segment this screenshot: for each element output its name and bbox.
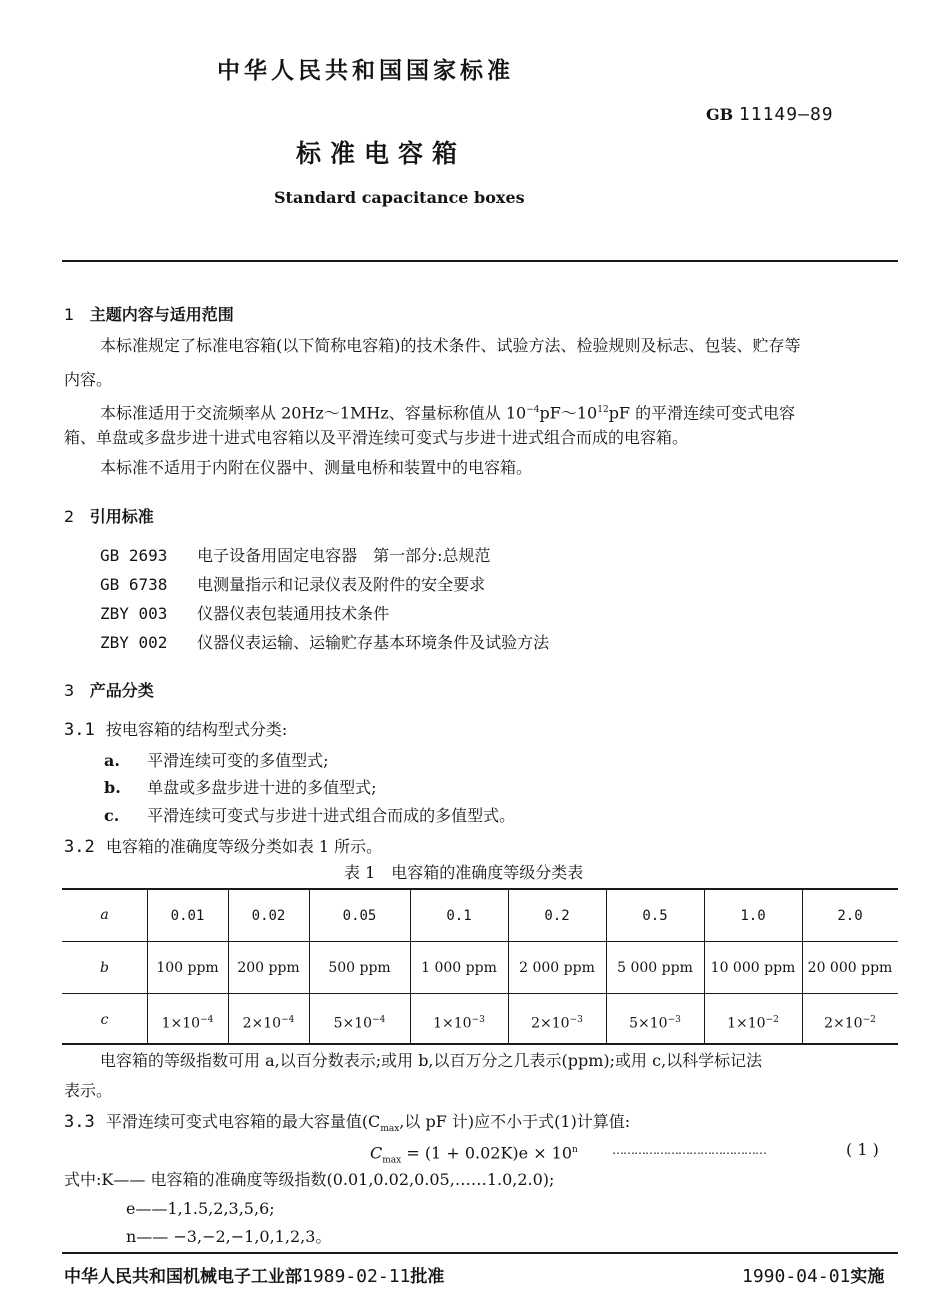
list-item [104,806,515,826]
section-1-title: 主题内容与适用范围 [89,305,234,324]
reference-item [100,575,485,595]
table-row-rule [62,941,898,942]
section-2-title: 引用标准 [89,507,154,526]
reference-name: 电子设备用固定电容器 第一部分:总规范 [197,546,491,565]
reference-item [100,633,549,653]
table-top-rule [62,888,898,890]
class-index-note-line-1: 电容箱的等级指数可用 a,以百分数表示;或用 b,以百万分之几表示(ppm);或用 c,以科学标记法 [100,1051,763,1070]
approval-line [64,1262,444,1287]
table-bottom-rule [62,1043,898,1045]
sci-exponent: −3 [569,1015,583,1025]
table-cell: 1 000 ppm [421,960,497,976]
section-3-title: 产品分类 [89,681,154,700]
clause-3-3-text-b: ,以 pF 计)应不小于式(1)计算值: [399,1112,631,1131]
sci-mantissa: 2×10 [242,1015,282,1032]
scope-text-a: 本标准适用于交流频率从 20Hz～1MHz、容量标称值从 10 [100,403,527,423]
approval-authority: 中华人民共和国机械电子工业部 [64,1267,302,1287]
formula-c: C [370,1143,383,1163]
table-cell [228,1011,309,1033]
list-item [104,778,377,798]
table-cell [802,1011,898,1033]
sci-mantissa: 1×10 [433,1015,472,1032]
table-cell: 0.02 [251,908,286,924]
implementation-suffix: 实施 [850,1267,885,1287]
table-cell: 0.05 [342,908,377,924]
table-cell: 2 000 ppm [519,960,595,976]
sci-exponent: −4 [281,1015,295,1025]
clause-3-1 [64,720,287,740]
table-cell [410,1011,508,1033]
formula-1 [370,1140,578,1171]
standard-code-prefix: GB [706,105,734,124]
reference-name: 电测量指示和记录仪表及附件的安全要求 [197,575,486,594]
table-cell: 10 000 ppm [710,960,796,976]
sci-exponent: −2 [862,1015,876,1025]
standard-code-number: 11149—89 [738,104,834,125]
table-cell: 5 000 ppm [617,960,693,976]
reference-code: GB 6738 [100,575,168,594]
table-cell: 0.2 [544,908,570,924]
section-1-para-1-line-1: 本标准规定了标准电容箱(以下简称电容箱)的技术条件、试验方法、检验规则及标志、包装、贮存等 [100,336,801,355]
table-caption: 表 1 电容箱的准确度等级分类表 [344,863,584,882]
table-cell [508,1011,606,1033]
where-k [64,1170,554,1190]
table-cell: 0.01 [170,908,205,924]
formula-sub: max [382,1155,402,1166]
approval-date: 1989-02-11 [302,1266,411,1287]
list-item-label: b. [104,778,121,797]
table-cell: 0.5 [642,908,668,924]
clause-3-2 [64,837,382,857]
reference-item [100,546,491,566]
section-2-heading [64,504,154,527]
sci-exponent: −3 [471,1015,485,1025]
formula-body: = (1 + 0.02K)e × 10 [401,1143,573,1163]
table-cell: 1.0 [740,908,766,924]
implementation-line [742,1262,884,1287]
sci-mantissa: 5×10 [629,1015,668,1032]
section-1-para-2-line-2: 箱、单盘或多盘步进十进式电容箱以及平滑连续可变式与步进十进式组合而成的电容箱。 [64,428,689,447]
clause-3-2-text: 电容箱的准确度等级分类如表 1 所示。 [105,837,383,856]
header-rule [62,260,898,262]
scope-exp-2: 12 [597,405,609,415]
table-cell [309,1011,410,1033]
where-n: n—— −3,−2,−1,0,1,2,3。 [126,1227,332,1246]
section-1-para-1-line-2: 内容。 [64,370,113,389]
table-cell: 200 ppm [237,960,300,976]
national-standard-title: 中华人民共和国国家标准 [217,58,514,84]
clause-3-1-text: 按电容箱的结构型式分类: [105,720,288,739]
section-3-heading [64,678,154,701]
section-3-number: 3 [64,681,75,700]
reference-item [100,604,389,624]
clause-3-3-number: 3.3 [64,1112,95,1132]
table-cell: 0.1 [446,908,472,924]
clause-3-2-number: 3.2 [64,837,95,857]
sci-mantissa: 2×10 [531,1015,570,1032]
scope-exp-1: −4 [526,405,540,415]
list-item-text: 平滑连续可变式与步进十进式组合而成的多值型式。 [147,806,516,825]
scope-text-b: pF～10 [539,403,598,423]
table-cell [147,1011,228,1033]
reference-code: ZBY 003 [100,604,168,623]
implementation-date: 1990-04-01 [742,1266,851,1287]
list-item [104,751,329,771]
clause-3-3 [64,1112,630,1139]
section-1-para-2-line-1 [100,400,795,423]
table-row-header-a: a [100,907,109,923]
sci-exponent: −4 [200,1015,214,1025]
table-row-header-c: c [100,1012,109,1028]
list-item-text: 单盘或多盘步进十进的多值型式; [147,778,377,797]
scope-text-c: pF 的平滑连续可变式电容 [608,403,796,423]
clause-3-3-sub: max [380,1124,400,1135]
sci-mantissa: 2×10 [824,1015,863,1032]
sci-mantissa: 1×10 [161,1015,201,1032]
formula-dots: …………………………………… [612,1143,766,1157]
table-row-rule [62,993,898,994]
section-1-number: 1 [64,305,75,324]
document-title-cn: 标准电容箱 [296,139,467,168]
class-index-note-line-2: 表示。 [64,1081,113,1100]
section-1-heading [64,302,234,325]
reference-code: ZBY 002 [100,633,168,652]
footer-rule [62,1252,898,1254]
list-item-text: 平滑连续可变的多值型式; [147,751,329,770]
table-cell [704,1011,802,1033]
where-label: 式中: [64,1170,102,1189]
sci-exponent: −2 [765,1015,779,1025]
sci-exponent: −3 [667,1015,681,1025]
where-k-text: K—— 电容箱的准确度等级指数(0.01,0.02,0.05,……1.0,2.0); [101,1170,555,1189]
reference-name: 仪器仪表包装通用技术条件 [197,604,390,623]
sci-mantissa: 5×10 [333,1015,373,1032]
standard-code [706,104,834,125]
reference-name: 仪器仪表运输、运输贮存基本环境条件及试验方法 [197,633,550,652]
where-e: e——1,1.5,2,3,5,6; [126,1199,275,1218]
formula-exp: n [572,1145,578,1155]
table-row-header-b: b [100,960,109,976]
formula-number: ( 1 ) [846,1140,879,1159]
document-title-en: Standard capacitance boxes [274,188,525,207]
sci-exponent: −4 [372,1015,386,1025]
clause-3-3-text-a: 平滑连续可变式电容箱的最大容量值(C [105,1112,381,1131]
list-item-label: a. [104,751,120,770]
approval-suffix: 批准 [410,1267,445,1287]
clause-3-1-number: 3.1 [64,720,95,740]
table-cell: 100 ppm [156,960,219,976]
list-item-label: c. [104,806,120,825]
sci-mantissa: 1×10 [727,1015,766,1032]
section-2-number: 2 [64,507,75,526]
table-cell [606,1011,704,1033]
table-cell: 2.0 [837,908,863,924]
section-1-para-3: 本标准不适用于内附在仪器中、测量电桥和装置中的电容箱。 [100,458,533,477]
reference-code: GB 2693 [100,546,168,565]
table-cell: 500 ppm [328,960,391,976]
table-cell: 20 000 ppm [807,960,893,976]
